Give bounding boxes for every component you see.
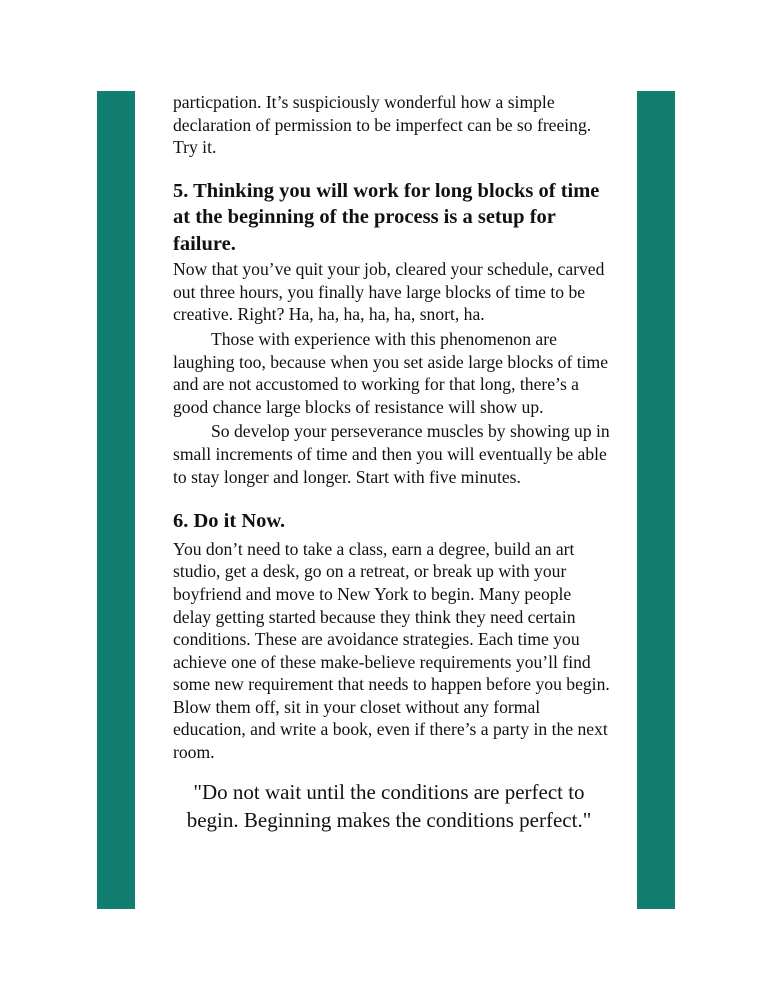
left-accent-bar xyxy=(97,91,135,909)
section-5-heading: 5. Thinking you will work for long blocks of time at the beginning of the process is a setup for failure. xyxy=(173,179,600,255)
section-5-paragraph-1: Now that you’ve quit your job, cleared your schedule, carved out three hours, you finally have large blocks of time to be creative. Right? Ha, ha, ha, ha, ha, snort, ha. xyxy=(173,259,605,325)
intro-paragraph: particpation. It’s suspiciously wonderful how a simple declaration of permission to be imperfect can be so freeing. Try it. xyxy=(173,92,592,158)
section-6-paragraph: You don’t need to take a class, earn a degree, build an art studio, get a desk, go on a retreat, or break up with your boyfriend and move to New York to begin. Many people delay getting started because they think they need certain conditions. These are avoidance strategies. Each time you achieve one of these make-believe requirements you’ll find some new requirement that needs to happen before you begin. Blow them off, sit in your closet without any formal education, and write a book, even if there’s a party in the next room. xyxy=(173,538,610,763)
section-6-heading: 6. Do it Now. xyxy=(173,510,286,533)
pull-quote: "Do not wait until the conditions are perfect to begin. Beginning makes the conditions perfect." xyxy=(186,779,592,832)
section-5-paragraph-2: Those with experience with this phenomenon are laughing too, because when you set aside large blocks of time and are not accustomed to working for that long, there’s a good chance large blocks of resistance will show up. xyxy=(173,329,609,417)
right-accent-bar xyxy=(637,91,675,909)
page-content xyxy=(173,91,613,834)
section-5-paragraph-3: So develop your perseverance muscles by showing up in small increments of time and then you will eventually be able to stay longer and longer. Start with five minutes. xyxy=(173,421,610,487)
